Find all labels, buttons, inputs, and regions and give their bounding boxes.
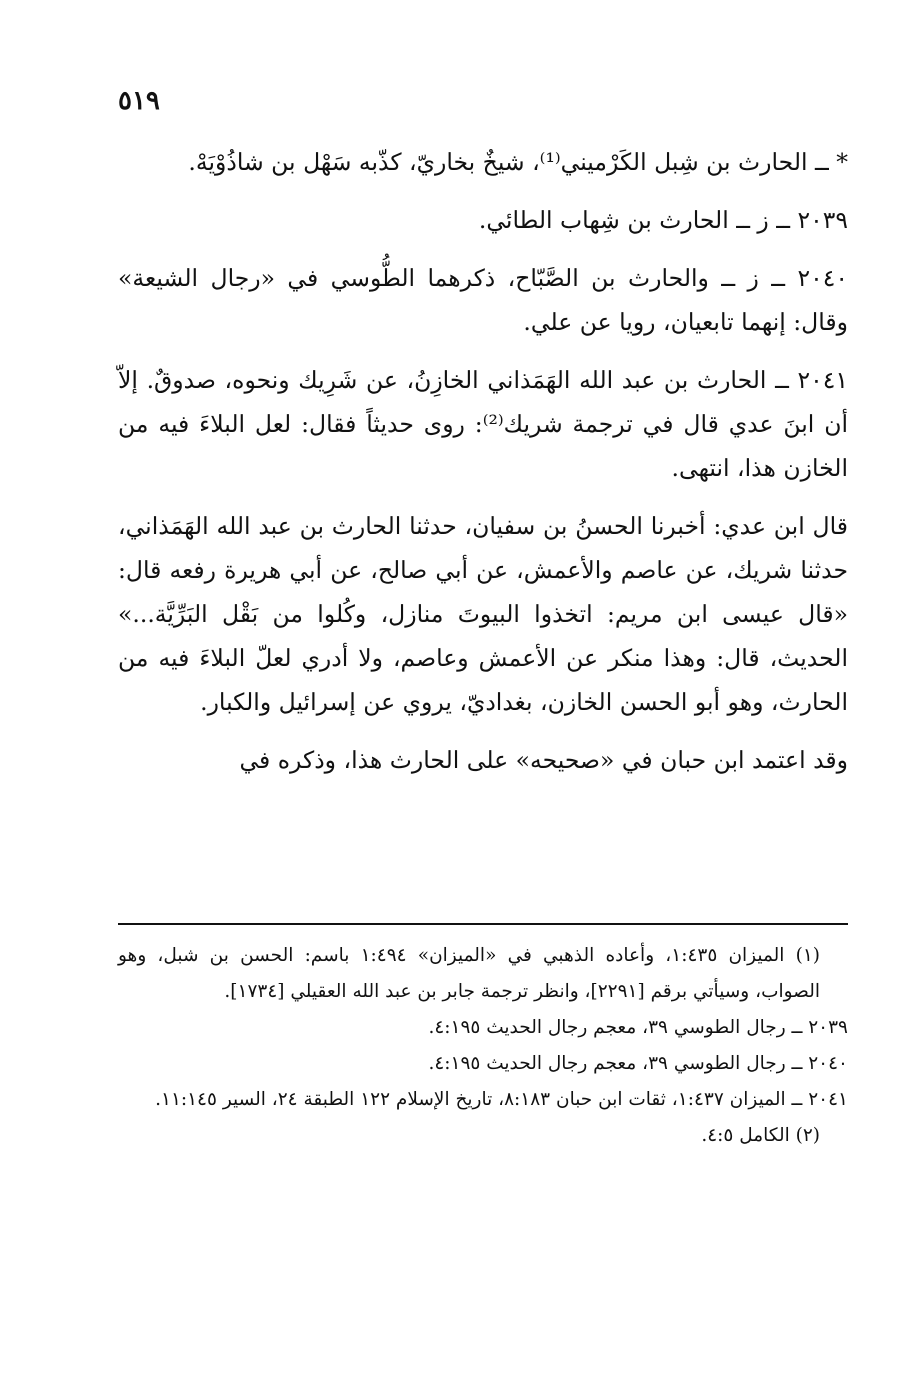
paragraph-entry-harith-ibn-shibl: * ــ الحارث بن شِبل الكَرْميني⁽¹⁾، شيخٌ بخاريّ، كذّبه سَهْل بن شاذُوْيَهْ. [188, 148, 848, 176]
main-text [118, 140, 848, 796]
footnote-2041: ٢٠٤١ ــ الميزان ١:٤٣٧، ثقات ابن حبان ٨:١٨٣، تاريخ الإسلام ١٢٢ الطبقة ٢٤، السير ١١:١٤٥. [155, 1089, 848, 1110]
paragraph-entry-2039: ٢٠٣٩ ــ ز ــ الحارث بن شِهاب الطائي. [478, 206, 848, 234]
paragraph-entry-2041: ٢٠٤١ ــ الحارث بن عبد الله الهَمَذاني الخازِنُ، عن شَرِيك ونحوه، صدوقٌ. إلاّ أن ابنَ عدي قال في ترجمة شريك⁽²⁾: روى حديثاً فقال: لعل البلاءَ فيه من الخازن هذا، انتهى. [118, 366, 848, 482]
footnotes [118, 938, 848, 1154]
paragraph-ibn-adi-narration: قال ابن عدي: أخبرنا الحسنُ بن سفيان، حدثنا الحارث بن عبد الله الهَمَذاني، حدثنا شريك، عن عاصم والأعمش، عن أبي صالح، عن أبي هريرة رفعه قال: «قال عيسى ابن مريم: اتخذوا البيوتَ منازل، وكُلوا من بَقْل البَرِّيَّة...» الحديث، قال: وهذا منكر عن الأعمش وعاصم، ولا أدري لعلّ البلاءَ فيه من الحارث، وهو أبو الحسن الخازن، بغداديّ، يروي عن إسرائيل والكبار. [118, 512, 848, 716]
footnote-1: (١) الميزان ١:٤٣٥، وأعاده الذهبي في «الميزان» ١:٤٩٤ باسم: الحسن بن شبل، وهو الصواب، وسيأتي برقم [٢٢٩١]، وانظر ترجمة جابر بن عبد الله العقيلي [١٧٣٤]. [118, 945, 820, 1002]
footnote-2039: ٢٠٣٩ ــ رجال الطوسي ٣٩، معجم رجال الحديث ٤:١٩٥. [428, 1017, 848, 1038]
paragraph-ibn-hibban: وقد اعتمد ابن حبان في «صحيحه» على الحارث هذا، وذكره في [239, 746, 848, 774]
footnote-2: (٢) الكامل ٤:٥. [701, 1125, 820, 1146]
page-number: ٥١٩ [118, 86, 160, 116]
paragraph-entry-2040: ٢٠٤٠ ــ ز ــ والحارث بن الصَّبّاح، ذكرهما الطُّوسي في «رجال الشيعة» وقال: إنهما تابعيان، رويا عن علي. [118, 264, 848, 336]
footnote-2040: ٢٠٤٠ ــ رجال الطوسي ٣٩، معجم رجال الحديث ٤:١٩٥. [428, 1053, 848, 1074]
footnote-divider [118, 923, 848, 925]
